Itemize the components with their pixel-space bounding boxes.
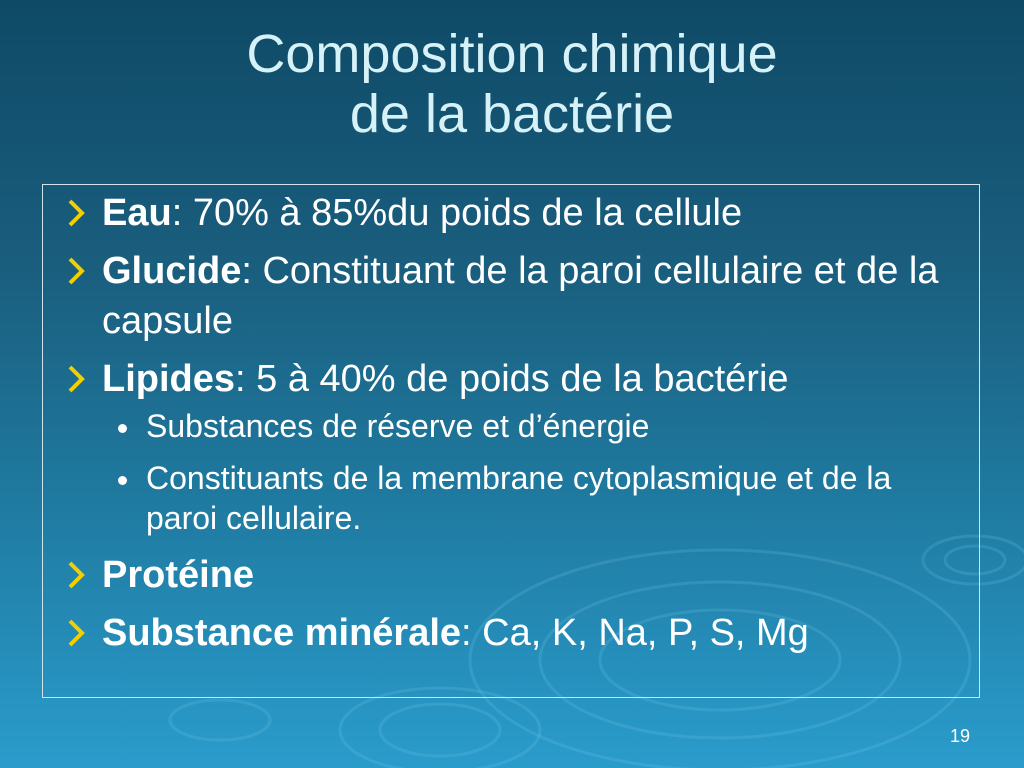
bullet-eau xyxy=(62,188,962,238)
arrow-right-icon xyxy=(64,553,90,597)
slide-title-line-1: Composition chimique xyxy=(246,24,778,84)
bullet-term: Substance minérale xyxy=(102,612,462,654)
bullet-glucide xyxy=(62,246,962,346)
arrow-right-icon xyxy=(64,357,90,401)
bullet-list xyxy=(62,188,962,666)
slide-title xyxy=(0,24,1024,144)
arrow-right-icon xyxy=(64,611,90,655)
slide-title-line-2: de la bactérie xyxy=(349,84,675,144)
bullet-text: : Ca, K, Na, P, S, Mg xyxy=(461,612,809,654)
sub-bullet-text: Substances de réserve et d’énergie xyxy=(146,408,650,444)
bullet-term: Eau xyxy=(102,192,172,234)
arrow-right-icon xyxy=(64,249,90,293)
bullet-proteine xyxy=(62,550,962,600)
bullet-text: : Constituant de la paroi cellulaire et de la capsule xyxy=(102,250,939,342)
bullet-term: Protéine xyxy=(102,554,255,596)
arrow-right-icon xyxy=(64,191,90,235)
slide-number: 19 xyxy=(949,726,970,746)
bullet-term: Lipides xyxy=(102,358,236,400)
bullet-text: : 70% à 85%du poids de la cellule xyxy=(171,192,743,234)
sub-bullet-text: Constituants de la membrane cytoplasmique et de la paroi cellulaire. xyxy=(146,460,892,536)
bullet-lipides xyxy=(62,354,962,404)
sub-bullet-reserve xyxy=(62,406,962,446)
bullet-text: : 5 à 40% de poids de la bactérie xyxy=(235,358,789,400)
dot-icon xyxy=(118,476,127,485)
bullet-substance-minerale xyxy=(62,608,962,658)
bullet-term: Glucide xyxy=(102,250,242,292)
dot-icon xyxy=(118,424,127,433)
sub-bullet-membrane xyxy=(62,458,962,538)
